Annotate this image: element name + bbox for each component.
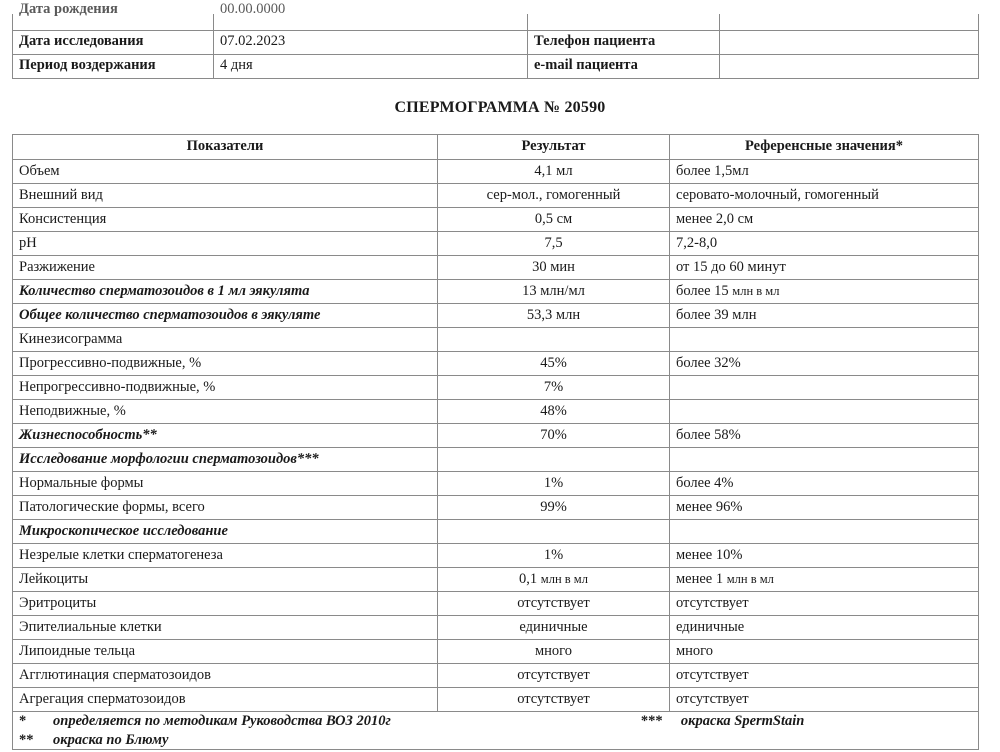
- cell-parameter: Агглютинация сперматозоидов: [13, 664, 438, 688]
- footnotes-cell: [13, 712, 979, 750]
- cell-parameter: Общее количество сперматозоидов в эякуляте: [13, 304, 438, 328]
- cell-result: 30 мин: [438, 256, 670, 280]
- cell-result: 99%: [438, 496, 670, 520]
- unit-label: млн в мл: [732, 283, 780, 298]
- cell-reference: более 4%: [670, 472, 979, 496]
- column-header-reference: Референсные значения*: [670, 135, 979, 160]
- table-row: [13, 160, 979, 184]
- table-row: [13, 496, 979, 520]
- patient-info-value-phone: [720, 30, 979, 54]
- column-header-result: Результат: [438, 135, 670, 160]
- cell-reference: более 32%: [670, 352, 979, 376]
- cell-parameter: Консистенция: [13, 208, 438, 232]
- cell-parameter: Внешний вид: [13, 184, 438, 208]
- spermogram-results-table: [12, 134, 979, 750]
- table-row: [13, 664, 979, 688]
- cell-reference: менее 10%: [670, 544, 979, 568]
- cell-parameter: Объем: [13, 160, 438, 184]
- cell-result: сер-мол., гомогенный: [438, 184, 670, 208]
- cell-reference: менее 96%: [670, 496, 979, 520]
- patient-info-row: [13, 30, 979, 54]
- table-row: [13, 280, 979, 304]
- page-title: СПЕРМОГРАММА № 20590: [394, 99, 606, 116]
- table-row: [13, 256, 979, 280]
- table-row: [13, 328, 979, 352]
- cell-parameter: Разжижение: [13, 256, 438, 280]
- cell-result: 53,3 млн: [438, 304, 670, 328]
- footnote-text-who: определяется по методикам Руководства ВОЗ 2010г: [53, 713, 391, 729]
- table-row: [13, 688, 979, 712]
- table-row: [13, 184, 979, 208]
- cell-result: единичные: [438, 616, 670, 640]
- patient-info-label-abstinence: Период воздержания: [13, 54, 214, 78]
- table-row: [13, 592, 979, 616]
- cell-parameter: Жизнеспособность**: [13, 424, 438, 448]
- cell-parameter: Нормальные формы: [13, 472, 438, 496]
- patient-info-value-birthdate: 00.00.0000: [214, 14, 528, 30]
- cell-result: 1%: [438, 544, 670, 568]
- column-header-parameter: Показатели: [13, 135, 438, 160]
- cell-result: [438, 448, 670, 472]
- cell-result: 13 млн/мл: [438, 280, 670, 304]
- cell-parameter: Незрелые клетки сперматогенеза: [13, 544, 438, 568]
- table-row: [13, 472, 979, 496]
- cell-reference: [670, 328, 979, 352]
- footnote-marker-triple: ***: [640, 713, 663, 729]
- cell-result: 4,1 мл: [438, 160, 670, 184]
- table-row: [13, 208, 979, 232]
- patient-info-row: [13, 54, 979, 78]
- patient-info-row-clipped: [13, 14, 979, 30]
- footnote-line-2: [19, 733, 972, 749]
- cell-reference: [670, 448, 979, 472]
- cell-reference: от 15 до 60 минут: [670, 256, 979, 280]
- patient-info-label-birthdate: Дата рождения: [13, 14, 214, 30]
- cell-parameter: Эпителиальные клетки: [13, 616, 438, 640]
- patient-info-label-phone: Телефон пациента: [528, 30, 720, 54]
- footnote-text-bluhm: окраска по Блюму: [53, 731, 169, 748]
- cell-result: 1%: [438, 472, 670, 496]
- cell-parameter: Кинезисограмма: [13, 328, 438, 352]
- cell-reference: [670, 376, 979, 400]
- cell-reference: отсутствует: [670, 688, 979, 712]
- footnotes-group: [19, 714, 972, 749]
- results-table-body: [13, 160, 979, 712]
- footnote-marker-double: **: [19, 731, 34, 748]
- cell-parameter: Агрегация сперматозоидов: [13, 688, 438, 712]
- cell-result: 45%: [438, 352, 670, 376]
- cell-reference: отсутствует: [670, 592, 979, 616]
- cell-reference: единичные: [670, 616, 979, 640]
- table-row: [13, 568, 979, 592]
- unit-label: млн в мл: [540, 571, 588, 586]
- patient-info-value-study-date: 07.02.2023: [214, 30, 528, 54]
- table-row: [13, 544, 979, 568]
- cell-reference: отсутствует: [670, 664, 979, 688]
- footnote-text-spermstain: окраска SpermStain: [680, 713, 805, 729]
- results-table-head: [13, 135, 979, 160]
- cell-result: отсутствует: [438, 664, 670, 688]
- cell-parameter: Прогрессивно-подвижные, %: [13, 352, 438, 376]
- cell-parameter: Лейкоциты: [13, 568, 438, 592]
- patient-info-label-clipped-right: [528, 14, 720, 30]
- patient-info-label-study-date: Дата исследования: [13, 30, 214, 54]
- table-row: [13, 424, 979, 448]
- cell-result: 0,1 млн в мл: [438, 568, 670, 592]
- patient-info-value-abstinence: 4 дня: [214, 54, 528, 78]
- unit-label: млн в мл: [726, 571, 774, 586]
- table-row: [13, 232, 979, 256]
- table-row: [13, 304, 979, 328]
- table-row: [13, 640, 979, 664]
- cell-parameter: Непрогрессивно-подвижные, %: [13, 376, 438, 400]
- cell-reference: более 15 млн в мл: [670, 280, 979, 304]
- cell-reference: более 39 млн: [670, 304, 979, 328]
- patient-info-value-email: [720, 54, 979, 78]
- cell-reference: менее 2,0 см: [670, 208, 979, 232]
- cell-parameter: Патологические формы, всего: [13, 496, 438, 520]
- cell-reference: 7,2-8,0: [670, 232, 979, 256]
- table-row: [13, 520, 979, 544]
- cell-reference: менее 1 млн в мл: [670, 568, 979, 592]
- cell-reference: много: [670, 640, 979, 664]
- table-row: [13, 448, 979, 472]
- patient-info-value-clipped-right: [720, 14, 979, 30]
- footnote-row: [13, 712, 979, 750]
- cell-result: 7,5: [438, 232, 670, 256]
- cell-result: 70%: [438, 424, 670, 448]
- patient-info-table: [12, 1, 979, 79]
- cell-reference: более 1,5мл: [670, 160, 979, 184]
- cell-result: 48%: [438, 400, 670, 424]
- cell-parameter: Количество сперматозоидов в 1 мл эякулята: [13, 280, 438, 304]
- results-header-row: [13, 135, 979, 160]
- cell-result: [438, 328, 670, 352]
- patient-info-body: [13, 1, 979, 78]
- cell-result: много: [438, 640, 670, 664]
- cell-result: 0,5 см: [438, 208, 670, 232]
- cell-result: отсутствует: [438, 688, 670, 712]
- cell-parameter: Исследование морфологии сперматозоидов***: [13, 448, 438, 472]
- table-row: [13, 352, 979, 376]
- footnote-marker-single: *: [19, 713, 27, 729]
- cell-result: отсутствует: [438, 592, 670, 616]
- cell-parameter: Неподвижные, %: [13, 400, 438, 424]
- patient-info-label-email: e-mail пациента: [528, 54, 720, 78]
- results-table-foot: [13, 712, 979, 750]
- cell-reference: [670, 520, 979, 544]
- cell-reference: [670, 400, 979, 424]
- cell-result: 7%: [438, 376, 670, 400]
- table-row: [13, 376, 979, 400]
- cell-parameter: Липоидные тельца: [13, 640, 438, 664]
- cell-reference: более 58%: [670, 424, 979, 448]
- cell-result: [438, 520, 670, 544]
- cell-parameter: pH: [13, 232, 438, 256]
- cell-parameter: Эритроциты: [13, 592, 438, 616]
- table-row: [13, 400, 979, 424]
- footnote-line-1-right: [641, 714, 805, 730]
- table-row: [13, 616, 979, 640]
- cell-reference: серовато-молочный, гомогенный: [670, 184, 979, 208]
- cell-parameter: Микроскопическое исследование: [13, 520, 438, 544]
- footnote-line-1: [19, 714, 972, 730]
